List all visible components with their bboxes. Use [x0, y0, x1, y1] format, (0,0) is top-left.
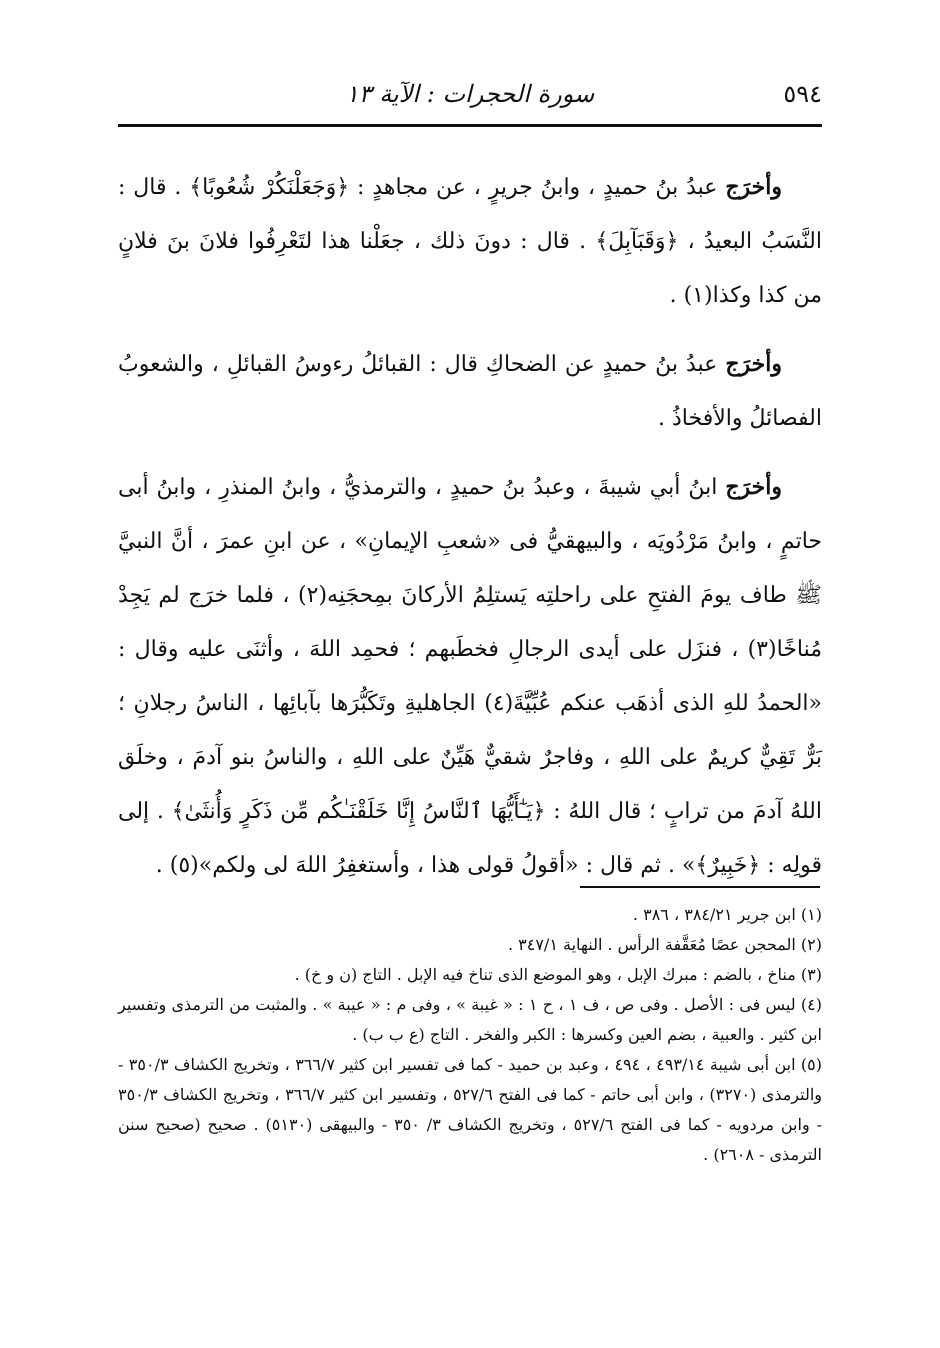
running-head: سورة الحجرات : الآية ١٣	[345, 80, 595, 108]
paragraph	[118, 337, 822, 446]
paragraph-text: عبدُ بنُ حميدٍ ، وابنُ جريرٍ ، عن مجاهدٍ : ﴿وَجَعَلْنَكُرْ شُعُوبًا﴾ . قال : النَّسَبُ البعيدُ ، ﴿وَقَبَآبِلَ﴾ . قال : دونَ ذلك ، جعَلْنا هذا لتَعْرِفُوا فلانَ بنَ فلانٍ من كذا وكذا(١) .	[118, 175, 822, 308]
paragraph-text: ابنُ أبي شيبةَ ، وعبدُ بنُ حميدٍ ، والترمذيُّ ، وابنُ المنذرِ ، وابنُ أبى حاتمٍ ، وابنُ مَرْدُويَه ، والبيهقيُّ فى «شعبِ الإيمانِ» ، عن ابنِ عمرَ ، أنَّ النبيَّ ﷺ طاف يومَ الفتحِ على راحلتِه يَستلِمُ الأركانَ بمِحجَنِه(٢) ، فلما خرَج لم يَجِدْ مُناخًا(٣) ، فنزَل على أيدى الرجالِ فخطَبهم ؛ فحمِد اللهَ ، وأثنَى عليه وقال : «الحمدُ للهِ الذى أذهَب عنكم عُبِّيَّةَ(٤) الجاهليةِ وتَكَبُّرَها بآبائِها ، الناسُ رجلانِ ؛ بَرٌّ تَقِيٌّ كريمٌ على اللهِ ، وفاجرٌ شقيٌّ هَيِّنٌ على اللهِ ، والناسُ بنو آدمَ ، وخلَق اللهُ آدمَ من ترابٍ ؛ قال اللهُ : ﴿يَـٰٓأَيُّهَا ٱلنَّاسُ إِنَّا خَلَقْنَـٰكُم مِّن ذَكَرٍ وَأُنثَىٰ﴾ . إلى قولِه : ﴿خَبِيرٌ﴾» . ثم قال : «أقولُ قولى هذا ، وأستغفِرُ اللهَ لى ولكم»(٥) .	[118, 475, 822, 878]
paragraph-text: عبدُ بنُ حميدٍ عن الضحاكِ قال : القبائلُ رءوسُ القبائلِ ، والشعوبُ الفصائلُ والأفخاذُ .	[118, 352, 822, 431]
footnote-rule	[580, 886, 820, 888]
paragraph-lead: وأخرَج	[725, 351, 782, 377]
header-rule	[118, 124, 822, 127]
main-text	[118, 160, 822, 907]
paragraph-lead: وأخرَج	[725, 474, 783, 500]
page-number: ٥٩٤	[783, 80, 822, 108]
footnote: (٣) مناخ ، بالضم : مبرك الإبل ، وهو الموضع الذى تناخ فيه الإبل . التاج (ن و خ) .	[294, 965, 822, 984]
footnote: (٢) المحجن عصًا مُعَقَّفة الرأس . النهاية ٣٤٧/١ .	[507, 935, 822, 954]
footnote: (٤) ليس فى : الأصل . وفى ص ، ف ١ ، ح ١ : « غيبة » ، وفى م : « عيبة » . والمثبت من الترمذى وتفسير ابن كثير . والعبية ، بضم العين وكسرها : الكبر والفخر . التاج (ع ب ب) .	[118, 995, 822, 1044]
footnote: (١) ابن جرير ٣٨٤/٢١ ، ٣٨٦ .	[632, 905, 822, 924]
paragraph	[118, 160, 822, 323]
footnotes	[118, 900, 822, 1170]
paragraph	[118, 460, 822, 893]
paragraph-lead: وأخرَج	[725, 174, 782, 200]
footnote: (٥) ابن أبى شيبة ٤٩٣/١٤ ، ٤٩٤ ، وعبد بن حميد - كما فى تفسير ابن كثير ٣٦٦/٧ ، وتخريج الكشاف ٣٥٠/٣ - والترمذى (٣٢٧٠) ، وابن أبى حاتم - كما فى الفتح ٥٢٧/٦ ، وتفسير ابن كثير ٣٦٦/٧ ، وتخريج الكشاف ٣٥٠/٣ - وابن مردويه - كما فى الفتح ٥٢٧/٦ ، وتخريج الكشاف ٣/ ٣٥٠ - والبيهقى (٥١٣٠) . صحيح (صحيح سنن الترمذى - ٢٦٠٨) .	[118, 1055, 823, 1164]
page-header	[118, 80, 822, 116]
